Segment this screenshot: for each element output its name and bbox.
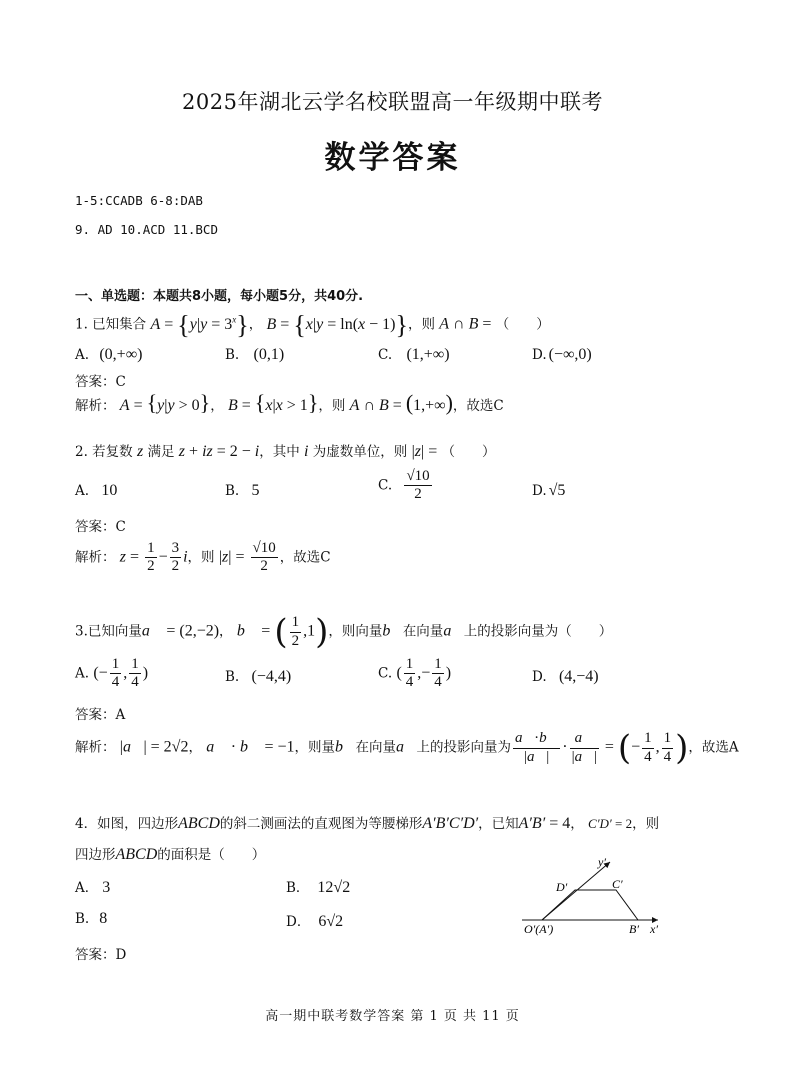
q2-option-c: C. $\frac{√10}{2}$ <box>378 468 430 503</box>
q4-stem-line-1: 4．如图，四边形ABCD的斜二测画法的直观图为等腰梯形A′B′C′D′，已知A′B′ = 4， C′D′ = 2，则 <box>75 815 660 832</box>
q1-option-d: D. (−∞,0) <box>532 346 592 363</box>
section-heading: 一、单选题：本题共8小题，每小题5分，共40分. <box>75 289 364 304</box>
label-o-a-prime: O′(A′) <box>524 922 554 936</box>
page-title: 2025年湖北云学名校联盟高一年级期中联考 <box>182 90 603 114</box>
q3-option-a: A. (− $\frac{1}{4}$ , $\frac{1}{4}$ ) <box>75 656 149 691</box>
q2-answer: 答案：C <box>75 519 126 535</box>
answer-key-line-2: 9. AD 10.ACD 11.BCD <box>75 222 218 237</box>
label-d-prime: D′ <box>556 880 568 894</box>
label-c-prime: C′ <box>612 877 623 891</box>
answer-key-line-1: 1-5:CCADB 6-8:DAB <box>75 193 203 208</box>
q3-option-c: C. ( $\frac{1}{4}$ ,− $\frac{1}{4}$ ) <box>378 656 452 691</box>
label-y-prime: y′ <box>598 855 606 869</box>
q1-intersection: A ∩ B = <box>439 315 492 333</box>
q3-answer: 答案：A <box>75 707 126 723</box>
q1-option-a: A. (0,+∞) <box>75 346 143 363</box>
q3-option-d: D. (4,−4) <box>532 668 599 685</box>
q2-stem: 2. 若复数 z 满足 z + iz = 2 − i，其中 i 为虚数单位，则 |z| = （ ） <box>75 443 496 460</box>
q4-option-d: D． 6√2 <box>286 913 344 930</box>
q1-option-b: B. (0,1) <box>225 346 285 363</box>
q4-trapezoid-figure <box>520 852 670 940</box>
q4-option-a: A． 3 <box>75 879 111 896</box>
trapezoid-outline <box>542 890 638 920</box>
q1-blank: （ ） <box>495 316 550 333</box>
q2-option-b: B. 5 <box>225 482 260 499</box>
page-footer: 高一期中联考数学答案 第 1 页 共 11 页 <box>265 1009 520 1024</box>
label-b-prime: B′ <box>629 922 639 936</box>
page-subtitle: 数学答案 <box>324 140 461 176</box>
q1-set-a: $A = \{y|y = 3^x\}$ <box>150 310 249 339</box>
q2-explanation: 解析： z = $\frac{1}{2}$ − $\frac{3}{2}$ i，则 |z| = $\frac{√10}{2}$ ，故选C <box>75 540 331 575</box>
q1-stem: 1. 已知集合 $A = \{y|y = 3^x\}$， B = {x|y = ln(x − 1)}，则 A ∩ B = （ ） <box>75 310 550 339</box>
q1-set-b: B = {x|y = ln(x − 1)} <box>266 310 408 339</box>
q1-explanation: 解析： A = {y|y > 0}， B = {x|x > 1}，则 A ∩ B = (1,+∞)，故选C <box>75 390 504 415</box>
q4-answer: 答案：D <box>75 947 127 963</box>
q1-stem-b: ，则 <box>407 316 435 333</box>
q4-option-b: B． 12√2 <box>286 879 351 896</box>
q3-stem: 3.已知向量a⃗ = (2,−2)， b⃗ = ( $\frac{1}{2}$ ,1)，则向量b⃗在向量a⃗上的投影向量为（ ） <box>75 612 613 652</box>
q1-option-c: C. (1,+∞) <box>378 346 450 363</box>
q2-option-d: D. √5 <box>532 482 566 499</box>
q4-stem-line-2: 四边形ABCD的面积是（ ） <box>75 846 266 863</box>
q1-answer: 答案：C <box>75 374 126 390</box>
q3-explanation: 解析： |a⃗| = 2√2， a⃗ · b⃗ = −1，则量b⃗在向量a⃗上的投影向量为 $\frac{a⃗\cdot b⃗}{|a⃗|}$ · $\frac{a⃗}{|a⃗|}$ = (− $\frac{1}{4}$ , $\frac{1}{4}$ )，故选A <box>75 728 739 768</box>
q3-option-b: B. (−4,4) <box>225 668 292 685</box>
q4-option-c: B. 8 <box>75 910 108 927</box>
label-x-prime: x′ <box>650 922 658 936</box>
q1-stem-a: 1. 已知集合 <box>75 316 147 333</box>
q2-option-a: A. 10 <box>75 482 118 499</box>
